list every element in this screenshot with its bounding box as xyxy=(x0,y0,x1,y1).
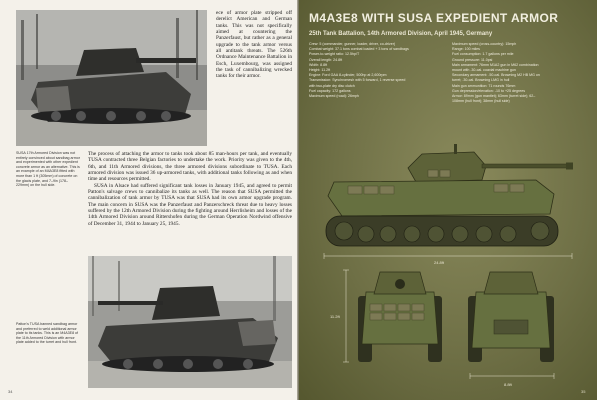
dimension-height-label: 11.2ft xyxy=(330,314,340,319)
intro-paragraph: ece of armor plate stripped off derelict American and German tanks. This was not specifically aimed at countering the Panzerfaust, but rather as a general upgrade to the tank armor versus all antitank threats. The 526th Ordnance Maintenance Battalion in Esch, Luxembourg, was assigned the task of cannibalizing wrecked tanks for their armor. xyxy=(216,10,292,80)
spec-line: Fuel consumption: 1.7 gallons per mile xyxy=(452,52,514,57)
intro-text xyxy=(216,10,292,80)
spec-line: Crew: 5 (commander, gunner, loader, driver, co-driver) xyxy=(309,42,396,46)
spec-line: Range: 100 miles xyxy=(452,47,480,52)
spec-line: mount with .30-cal. coaxial machine gun xyxy=(452,68,516,73)
tank-illustration xyxy=(304,144,592,396)
spec-line: Secondary armament: .50-cal. Browning M2 HB MG on xyxy=(452,73,540,78)
spec-line: Combat weight: 37.1 tons combat loaded + 3 tons of sandbags xyxy=(309,47,409,52)
right-page xyxy=(299,0,597,400)
main-text xyxy=(88,151,292,227)
photo-concrete-armor-tank xyxy=(16,10,207,146)
plate-subtitle: 25th Tank Battalion, 14th Armored Division, April 1945, Germany xyxy=(309,31,493,37)
spec-line: Armor: 89mm (gun mantlet); 63mm (turret side); 62– xyxy=(452,94,536,99)
spec-line: Width: 8.8ft xyxy=(309,62,328,67)
photo-welded-armor-tank xyxy=(88,256,292,388)
body-paragraph-1: The process of attaching the armor to tanks took about 85 man-hours per tank, and eventually TUSA contracted three Belgian factories to undertake the work. Priority was given to the 4th, 6th, and 11th Armored divisions, the three armored divisions subordinate to TUSA. Each armored division was issued 36 up-armored tanks, with additional tanks following as and when time and resources permitted. xyxy=(88,151,292,183)
tank-rear-view xyxy=(468,272,554,387)
plate-title: M4A3E8 WITH SUSA EXPEDIENT ARMOR xyxy=(309,11,559,25)
left-page xyxy=(0,0,298,400)
spec-line: turret; .30-cal. Browning LMG in hull xyxy=(452,78,510,83)
spec-line: Gun depression/elevation: -10 to +25 degrees xyxy=(452,88,526,93)
spec-line: Fuel capacity: 172 gallons xyxy=(309,88,351,93)
dimension-width-label: 8.8ft xyxy=(504,382,512,387)
spec-line: Maximum speed (road): 26mph xyxy=(309,94,359,99)
spec-line: Transmission: Synchromesh with 5 forward, 1 reverse speed xyxy=(309,78,406,83)
spec-line: with two-plate dry disc clutch xyxy=(309,83,355,88)
spec-line: Height: 11.2ft xyxy=(309,68,331,73)
page-number-left: 34 xyxy=(8,389,13,394)
spec-line: 108mm (hull front); 38mm (hull side) xyxy=(452,99,510,104)
spec-list-left xyxy=(309,42,449,99)
dimension-length-label: 24.8ft xyxy=(434,260,445,265)
tank-front-view xyxy=(330,270,442,362)
spec-line: Maximum speed (cross-country): 15mph xyxy=(452,42,517,46)
spec-line: Power-to-weight ratio: 12.5hp/T xyxy=(309,52,360,57)
page-number-right: 35 xyxy=(581,389,586,394)
body-paragraph-2: SUSA in Alsace had suffered significant tank losses in January 1945, and agreed to permit Patton's salvage crews to cannibalize its tanks as well. The reason that SUSA permitted the cannibalization of tank armor by TUSA was that SUSA had its own armor upgrade program. The main concern in SUSA was the Panzerfaust and Panzerschreck threat due to heavy losses suffered by the 12th Armored Division during the fighting around Herrlisheim and losses of the 14th Armored Division around Rittershofen during the German Operation Nordwind offensive of December 31, 1944 to January 25, 1945. xyxy=(88,182,292,227)
spec-line: Engine: Ford GAA 8-cylinder, 500hp at 2,600rpm xyxy=(309,73,387,78)
spec-line: Ground pressure: 11.0psi xyxy=(452,57,493,62)
caption-welded-armor: Patton's TUSA banned sandbag armor and preferred to weld additional armor plate to its tanks. This is an M4A3E8 of the 11th Armored Division with armor plate added to the turret and hull front. xyxy=(16,322,79,345)
spec-line: Overall length: 24.8ft xyxy=(309,57,343,62)
caption-concrete-armor: SUSA 17th Armored Division was not entirely convinced about sandbag armor and experimented with other expedient concrete armor as an alternative. This is an example of an M4A3E8 fitted with more than 1 ft (305mm) of concrete on the glacis plate, and 7–9in (178–229mm) on the hull side. xyxy=(16,151,80,188)
spec-line: Main gun ammunition: 71 rounds 76mm xyxy=(452,83,516,88)
spec-list-right xyxy=(452,42,592,104)
tank-side-view xyxy=(324,144,573,265)
spec-line: Main armament: 76mm M1A2 gun in M62 combination xyxy=(452,62,539,67)
